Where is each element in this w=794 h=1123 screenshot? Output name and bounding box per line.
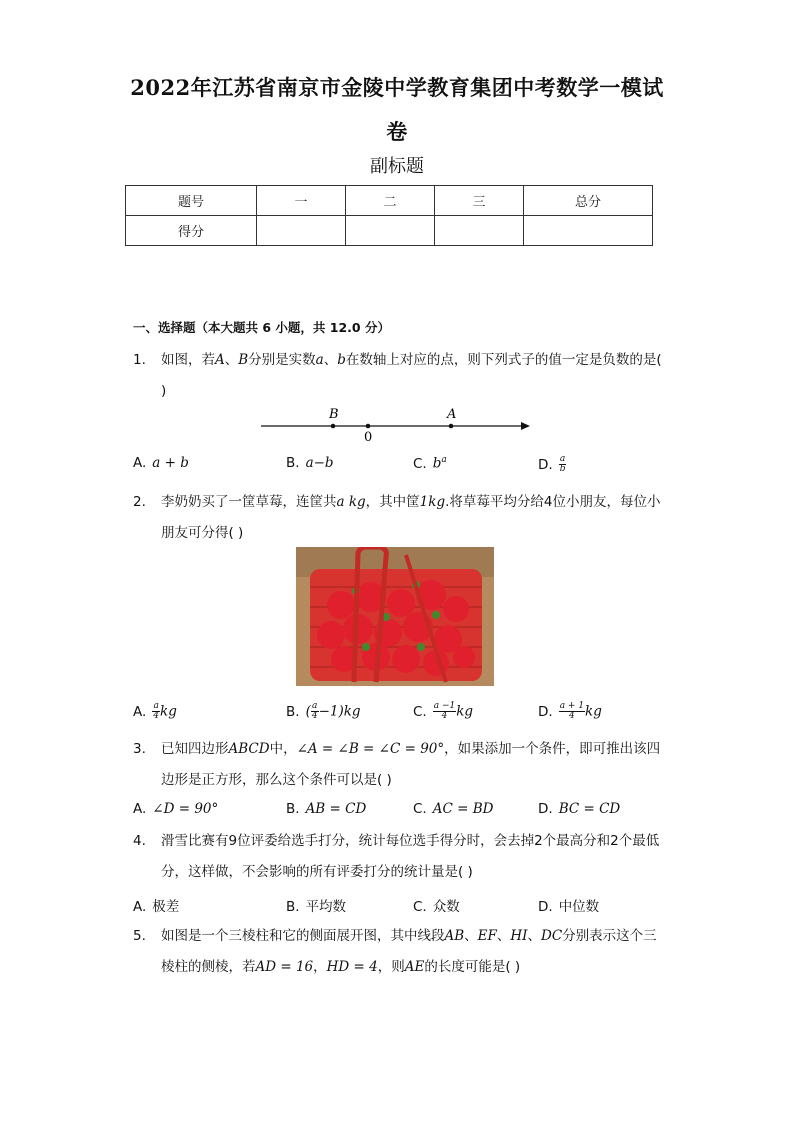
question-5: [133, 921, 663, 983]
question-2-options: [133, 702, 663, 726]
score-header-cell: 总分: [524, 186, 653, 216]
origin-label: 0: [364, 430, 373, 444]
number-line-figure: [258, 404, 538, 444]
exam-title-line2: 卷: [386, 119, 408, 144]
question-number: 4.: [133, 833, 146, 849]
option-b[interactable]: B. ( $\frac{a}{4}$ −1)kg: [286, 701, 361, 721]
question-text: 滑雪比赛有9位评委给选手打分，统计每位选手得分时，会去掉2个最高分和2个最低分，这样做，不会影响的所有评委打分的统计量是( ): [161, 833, 660, 880]
question-text: 如图，若A、B分别是实数a、b在数轴上对应的点，则下列式子的值一定是负数的是( ): [161, 352, 662, 399]
question-4: [133, 826, 663, 888]
question-1-options: [133, 455, 663, 479]
question-number: 1.: [133, 352, 146, 368]
option-c[interactable]: C. $\frac{a -1}{4}$ kg: [413, 701, 474, 721]
score-header-cell: 一: [257, 186, 346, 216]
question-text: 已知四边形ABCD中，∠A = ∠B = ∠C = 90°，如果添加一个条件，即可推出该四边形是正方形，那么这个条件可以是( ): [161, 741, 661, 788]
exam-title: [120, 66, 674, 154]
score-header-cell: 三: [435, 186, 524, 216]
score-row-label: 得分: [126, 216, 257, 246]
option-c[interactable]: C. 众数: [413, 899, 460, 915]
question-number: 5.: [133, 928, 146, 944]
question-3-options: [133, 801, 663, 825]
point-a-label: A: [447, 407, 457, 422]
score-table-row: [126, 216, 653, 246]
score-header-cell: 题号: [126, 186, 257, 216]
section-heading: 一、选择题（本大题共 6 小题，共 12.0 分）: [133, 320, 390, 335]
option-c[interactable]: C. $b^a$: [413, 455, 447, 472]
question-text: 如图是一个三棱柱和它的侧面展开图，其中线段AB、EF、HI、DC分别表示这个三棱柱的侧棱，若AD = 16，HD = 4，则AE的长度可能是( ): [161, 928, 657, 975]
option-b[interactable]: B. a−b: [286, 455, 334, 471]
option-a[interactable]: A. a + b: [133, 455, 189, 471]
number-line-arrow: [521, 422, 530, 430]
point-b-label: B: [329, 407, 339, 422]
score-cell: [435, 216, 524, 246]
question-2: [133, 487, 663, 549]
question-text: 李奶奶买了一筐草莓，连筐共a kg，其中筐1kg.将草莓平均分给4位小朋友，每位小朋友可分得( ): [161, 494, 661, 541]
score-table-header-row: [126, 186, 653, 216]
origin-dot: [366, 424, 371, 429]
option-a[interactable]: A. 极差: [133, 899, 180, 915]
option-a[interactable]: A. $\frac{a}{4}$ kg: [133, 701, 177, 721]
option-c[interactable]: C. AC = BD: [413, 801, 494, 817]
option-d[interactable]: D. BC = CD: [538, 801, 621, 817]
question-1: [133, 345, 663, 407]
score-table: [125, 185, 653, 246]
point-a-dot: [449, 424, 454, 429]
option-d[interactable]: D. $\frac{a}{b}$: [538, 454, 566, 474]
exam-title-line1: 2022年江苏省南京市金陵中学教育集团中考数学一模试: [130, 75, 664, 100]
option-b[interactable]: B. AB = CD: [286, 801, 367, 817]
score-cell: [257, 216, 346, 246]
option-b[interactable]: B. 平均数: [286, 899, 347, 915]
option-d[interactable]: D. $\frac{a + 1}{4}$ kg: [538, 701, 602, 721]
question-number: 3.: [133, 741, 146, 757]
point-b-dot: [331, 424, 336, 429]
question-number: 2.: [133, 494, 146, 510]
strawberry-basket-photo: [296, 547, 494, 686]
option-d[interactable]: D. 中位数: [538, 899, 600, 915]
question-4-options: [133, 895, 663, 919]
option-a[interactable]: A. ∠D = 90°: [133, 801, 219, 817]
score-cell: [346, 216, 435, 246]
exam-subtitle: 副标题: [370, 156, 424, 177]
score-cell: [524, 216, 653, 246]
score-header-cell: 二: [346, 186, 435, 216]
question-3: [133, 734, 663, 796]
